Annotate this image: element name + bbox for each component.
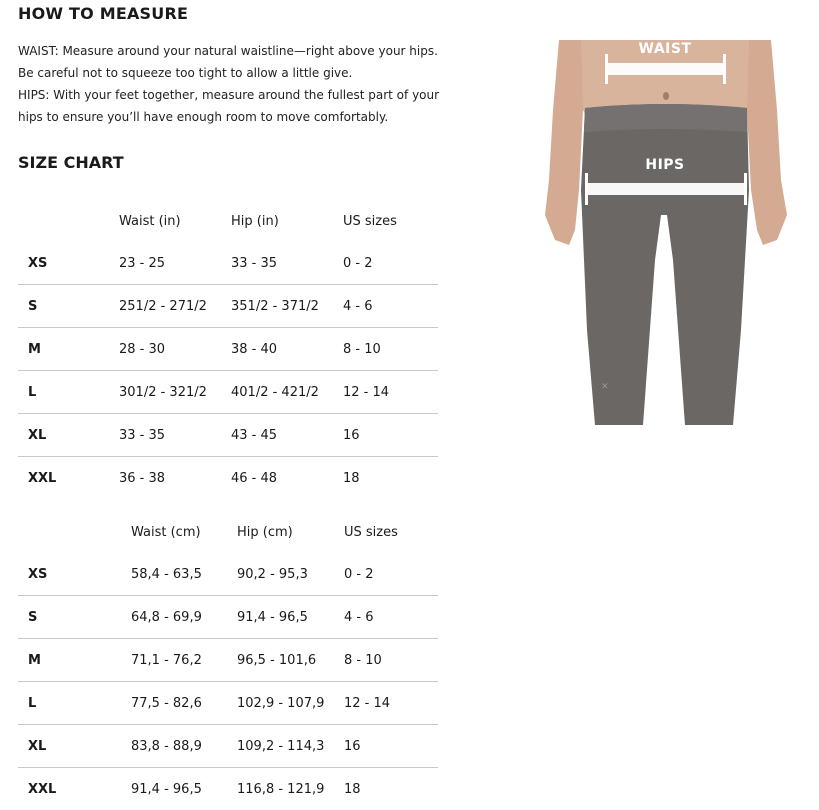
waist-cell: 33 - 35 [119, 414, 231, 457]
table-row [18, 596, 438, 639]
table-header-row [18, 511, 438, 553]
waist-cell: 23 - 25 [119, 242, 231, 285]
hip-cell: 43 - 45 [231, 414, 343, 457]
hip-cell: 351/2 - 371/2 [231, 285, 343, 328]
hip-cell: 91,4 - 96,5 [237, 596, 344, 639]
us-size-cell: 18 [343, 457, 438, 500]
waistband [584, 104, 747, 132]
hips-measure-band [587, 183, 745, 195]
header-waist: Waist (cm) [131, 511, 237, 553]
table-row [18, 682, 438, 725]
hips-label: HIPS [630, 157, 700, 173]
waist-measure-left-tick [605, 54, 608, 84]
hip-cell: 116,8 - 121,9 [237, 768, 344, 810]
hips-measure-right-tick [744, 173, 747, 205]
size-cell: XS [18, 242, 119, 285]
size-table-cm [18, 511, 438, 810]
hips-instruction: HIPS: With your feet together, measure around the fullest part of your hips to ensure you’ll have enough room to move comfortably. [18, 84, 448, 128]
waist-cell: 64,8 - 69,9 [131, 596, 237, 639]
us-size-cell: 8 - 10 [343, 328, 438, 371]
header-hip: Hip (cm) [237, 511, 344, 553]
header-us-sizes: US sizes [343, 200, 438, 242]
size-table-inches [18, 200, 438, 499]
size-cell: S [18, 285, 119, 328]
hip-cell: 46 - 48 [231, 457, 343, 500]
size-cell: M [18, 328, 119, 371]
table-row [18, 725, 438, 768]
waist-measure-band [607, 63, 723, 75]
waist-cell: 28 - 30 [119, 328, 231, 371]
hip-cell: 90,2 - 95,3 [237, 553, 344, 596]
table-row [18, 414, 438, 457]
waist-cell: 71,1 - 76,2 [131, 639, 237, 682]
size-cell: XL [18, 414, 119, 457]
waist-cell: 83,8 - 88,9 [131, 725, 237, 768]
hips-measure-left-tick [585, 173, 588, 205]
us-size-cell: 16 [343, 414, 438, 457]
table-header-row [18, 200, 438, 242]
waist-measure-right-tick [723, 54, 726, 84]
table-row [18, 768, 438, 810]
us-size-cell: 4 - 6 [343, 285, 438, 328]
us-size-cell: 16 [344, 725, 438, 768]
header-hip: Hip (in) [231, 200, 343, 242]
waist-cell: 77,5 - 82,6 [131, 682, 237, 725]
measure-instructions [18, 40, 448, 128]
waist-cell: 58,4 - 63,5 [131, 553, 237, 596]
size-cell: L [18, 371, 119, 414]
leggings [581, 104, 749, 425]
left-arm [545, 40, 583, 245]
right-arm [747, 40, 787, 245]
header-us-sizes: US sizes [344, 511, 438, 553]
table-row [18, 457, 438, 500]
size-cell: L [18, 682, 131, 725]
hip-cell: 102,9 - 107,9 [237, 682, 344, 725]
size-cell: XXL [18, 768, 131, 810]
table-row [18, 553, 438, 596]
measurement-figure [535, 40, 795, 425]
waist-label: WAIST [630, 41, 700, 57]
waist-cell: 91,4 - 96,5 [131, 768, 237, 810]
header-size [18, 511, 131, 553]
header-waist: Waist (in) [119, 200, 231, 242]
hip-cell: 96,5 - 101,6 [237, 639, 344, 682]
hip-cell: 109,2 - 114,3 [237, 725, 344, 768]
leggings-logo-mark: ✕ [601, 382, 609, 392]
table-row [18, 639, 438, 682]
us-size-cell: 0 - 2 [343, 242, 438, 285]
table-row [18, 371, 438, 414]
table-row [18, 242, 438, 285]
waist-instruction: WAIST: Measure around your natural waistline—right above your hips. Be careful not to squeeze too tight to allow a little give. [18, 40, 448, 84]
how-to-measure-title: HOW TO MEASURE [18, 4, 188, 23]
waist-cell: 301/2 - 321/2 [119, 371, 231, 414]
header-size [18, 200, 119, 242]
size-cell: XL [18, 725, 131, 768]
body-illustration [535, 40, 795, 425]
size-cell: XXL [18, 457, 119, 500]
size-cell: XS [18, 553, 131, 596]
us-size-cell: 12 - 14 [343, 371, 438, 414]
us-size-cell: 12 - 14 [344, 682, 438, 725]
size-cell: S [18, 596, 131, 639]
table-row [18, 328, 438, 371]
waist-cell: 36 - 38 [119, 457, 231, 500]
navel [663, 92, 669, 100]
size-chart-title: SIZE CHART [18, 153, 124, 172]
size-cell: M [18, 639, 131, 682]
hip-cell: 38 - 40 [231, 328, 343, 371]
us-size-cell: 4 - 6 [344, 596, 438, 639]
us-size-cell: 8 - 10 [344, 639, 438, 682]
waist-cell: 251/2 - 271/2 [119, 285, 231, 328]
us-size-cell: 0 - 2 [344, 553, 438, 596]
us-size-cell: 18 [344, 768, 438, 810]
hip-cell: 401/2 - 421/2 [231, 371, 343, 414]
table-row [18, 285, 438, 328]
hip-cell: 33 - 35 [231, 242, 343, 285]
